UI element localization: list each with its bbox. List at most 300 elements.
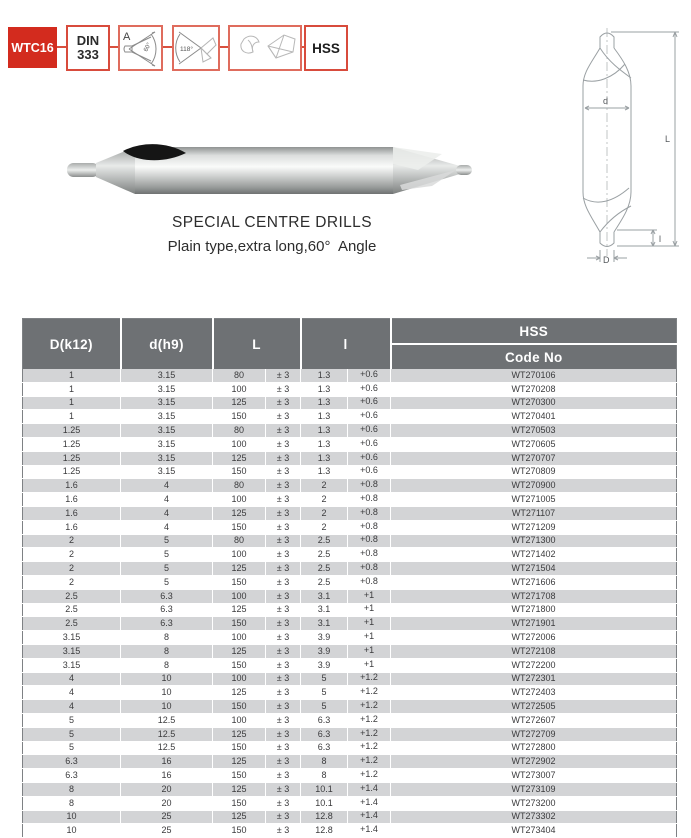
l-value: 3.1 [301, 617, 348, 631]
L-tolerance: ± 3 [266, 644, 301, 658]
material-label: HSS [312, 40, 340, 56]
l-value: 2.5 [301, 575, 348, 589]
code-no: WT273007 [391, 769, 677, 783]
code-no: WT273404 [391, 824, 677, 838]
d-h9-value: 5 [121, 548, 213, 562]
L-value: 80 [213, 479, 266, 493]
spec-table-container [22, 318, 676, 838]
l-value: 12.8 [301, 824, 348, 838]
l-tolerance: +1 [348, 603, 391, 617]
d-k12-value: 1.25 [23, 451, 121, 465]
table-row [23, 493, 677, 507]
table-row [23, 520, 677, 534]
d-h9-value: 12.5 [121, 741, 213, 755]
L-tolerance: ± 3 [266, 658, 301, 672]
table-row [23, 700, 677, 714]
code-no: WT272607 [391, 713, 677, 727]
l-tolerance: +1 [348, 658, 391, 672]
L-value: 150 [213, 769, 266, 783]
table-row [23, 810, 677, 824]
d-k12-value: 1.6 [23, 506, 121, 520]
table-row [23, 424, 677, 438]
d-k12-value: 8 [23, 782, 121, 796]
d-h9-value: 8 [121, 658, 213, 672]
l-tolerance: +1.4 [348, 824, 391, 838]
L-tolerance: ± 3 [266, 741, 301, 755]
L-value: 80 [213, 534, 266, 548]
code-no: WT272200 [391, 658, 677, 672]
L-value: 100 [213, 382, 266, 396]
d-k12-value: 2.5 [23, 603, 121, 617]
l-tolerance: +1.2 [348, 741, 391, 755]
d-k12-value: 10 [23, 810, 121, 824]
dim-label-d: d [603, 96, 609, 106]
l-tolerance: +0.8 [348, 506, 391, 520]
l-value: 3.9 [301, 658, 348, 672]
d-h9-value: 5 [121, 534, 213, 548]
d-h9-value: 8 [121, 644, 213, 658]
d-h9-value: 20 [121, 782, 213, 796]
L-tolerance: ± 3 [266, 520, 301, 534]
d-h9-value: 10 [121, 672, 213, 686]
l-tolerance: +1.2 [348, 755, 391, 769]
table-row [23, 410, 677, 424]
flute-form-badge [228, 25, 302, 71]
d-k12-value: 4 [23, 672, 121, 686]
svg-text:118°: 118° [180, 46, 193, 53]
d-k12-value: 2 [23, 562, 121, 576]
L-value: 150 [213, 824, 266, 838]
l-tolerance: +1.4 [348, 810, 391, 824]
l-tolerance: +1.2 [348, 686, 391, 700]
code-no: WT270707 [391, 451, 677, 465]
L-value: 100 [213, 631, 266, 645]
L-tolerance: ± 3 [266, 769, 301, 783]
table-row [23, 534, 677, 548]
code-no: WT272800 [391, 741, 677, 755]
L-value: 125 [213, 686, 266, 700]
L-value: 150 [213, 575, 266, 589]
L-value: 100 [213, 493, 266, 507]
l-value: 1.3 [301, 424, 348, 438]
L-tolerance: ± 3 [266, 382, 301, 396]
L-tolerance: ± 3 [266, 603, 301, 617]
l-value: 12.8 [301, 810, 348, 824]
d-h9-value: 4 [121, 479, 213, 493]
code-no: WT270900 [391, 479, 677, 493]
brand-label: WTC16 [11, 40, 54, 55]
L-tolerance: ± 3 [266, 796, 301, 810]
table-row [23, 824, 677, 838]
centre-drill-photo [28, 133, 483, 209]
din-label-line2: 333 [77, 47, 99, 62]
table-row [23, 658, 677, 672]
d-h9-value: 8 [121, 631, 213, 645]
code-no: WT272006 [391, 631, 677, 645]
code-no: WT272902 [391, 755, 677, 769]
L-tolerance: ± 3 [266, 575, 301, 589]
flute-section-icon [230, 27, 300, 69]
col-header-L: L [213, 319, 301, 370]
brand-badge [8, 27, 57, 68]
l-tolerance: +1 [348, 617, 391, 631]
l-value: 1.3 [301, 465, 348, 479]
table-row [23, 644, 677, 658]
dimension-drawing [545, 20, 691, 264]
table-row [23, 782, 677, 796]
l-value: 10.1 [301, 782, 348, 796]
col-header-code: Code No [391, 344, 677, 369]
L-value: 125 [213, 810, 266, 824]
l-tolerance: +1.2 [348, 769, 391, 783]
d-k12-value: 5 [23, 741, 121, 755]
L-value: 150 [213, 741, 266, 755]
d-h9-value: 5 [121, 562, 213, 576]
l-tolerance: +0.8 [348, 562, 391, 576]
L-value: 125 [213, 562, 266, 576]
title-block [37, 214, 507, 255]
profile-angle-badge [118, 25, 163, 71]
l-value: 2.5 [301, 548, 348, 562]
d-h9-value: 3.15 [121, 369, 213, 382]
code-no: WT271209 [391, 520, 677, 534]
L-value: 150 [213, 796, 266, 810]
l-tolerance: +1.2 [348, 672, 391, 686]
table-row [23, 631, 677, 645]
centre-drill-profile-icon [120, 27, 161, 69]
l-value: 8 [301, 755, 348, 769]
d-k12-value: 3.15 [23, 644, 121, 658]
table-row [23, 548, 677, 562]
l-value: 6.3 [301, 727, 348, 741]
table-row [23, 713, 677, 727]
d-k12-value: 3.15 [23, 631, 121, 645]
l-value: 6.3 [301, 741, 348, 755]
d-h9-value: 25 [121, 810, 213, 824]
d-k12-value: 1.6 [23, 493, 121, 507]
d-k12-value: 1.25 [23, 437, 121, 451]
code-no: WT272709 [391, 727, 677, 741]
L-value: 80 [213, 369, 266, 382]
L-value: 125 [213, 451, 266, 465]
l-value: 1.3 [301, 382, 348, 396]
l-tolerance: +0.8 [348, 534, 391, 548]
L-tolerance: ± 3 [266, 810, 301, 824]
L-value: 125 [213, 506, 266, 520]
table-row [23, 562, 677, 576]
col-header-D: D(k12) [23, 319, 121, 370]
L-tolerance: ± 3 [266, 727, 301, 741]
L-tolerance: ± 3 [266, 713, 301, 727]
L-value: 100 [213, 548, 266, 562]
L-value: 150 [213, 465, 266, 479]
code-no: WT270401 [391, 410, 677, 424]
L-value: 125 [213, 782, 266, 796]
din-label-line1: DIN [76, 32, 100, 48]
d-k12-value: 6.3 [23, 769, 121, 783]
l-tolerance: +1.4 [348, 782, 391, 796]
material-badge [304, 25, 348, 71]
point-angle-badge [172, 25, 220, 71]
l-tolerance: +1.4 [348, 796, 391, 810]
d-k12-value: 2 [23, 548, 121, 562]
d-k12-value: 3.15 [23, 658, 121, 672]
L-tolerance: ± 3 [266, 410, 301, 424]
code-no: WT271402 [391, 548, 677, 562]
code-no: WT273109 [391, 782, 677, 796]
L-tolerance: ± 3 [266, 562, 301, 576]
L-tolerance: ± 3 [266, 824, 301, 838]
l-value: 3.9 [301, 631, 348, 645]
table-row [23, 603, 677, 617]
code-no: WT272301 [391, 672, 677, 686]
d-k12-value: 2.5 [23, 589, 121, 603]
table-row [23, 727, 677, 741]
d-k12-value: 2 [23, 534, 121, 548]
code-no: WT271005 [391, 493, 677, 507]
d-k12-value: 1 [23, 396, 121, 410]
d-k12-value: 4 [23, 700, 121, 714]
d-h9-value: 25 [121, 824, 213, 838]
l-tolerance: +0.6 [348, 437, 391, 451]
code-no: WT271606 [391, 575, 677, 589]
L-tolerance: ± 3 [266, 700, 301, 714]
table-row [23, 575, 677, 589]
L-tolerance: ± 3 [266, 589, 301, 603]
dim-label-l: l [659, 234, 661, 244]
dim-label-D: D [603, 255, 610, 265]
L-tolerance: ± 3 [266, 424, 301, 438]
table-row [23, 755, 677, 769]
l-value: 6.3 [301, 713, 348, 727]
l-tolerance: +0.8 [348, 520, 391, 534]
d-h9-value: 3.15 [121, 424, 213, 438]
l-value: 2 [301, 506, 348, 520]
L-tolerance: ± 3 [266, 686, 301, 700]
L-value: 125 [213, 644, 266, 658]
d-h9-value: 16 [121, 755, 213, 769]
l-tolerance: +1 [348, 589, 391, 603]
L-tolerance: ± 3 [266, 672, 301, 686]
l-value: 1.3 [301, 396, 348, 410]
d-k12-value: 1.6 [23, 520, 121, 534]
L-value: 100 [213, 672, 266, 686]
L-tolerance: ± 3 [266, 479, 301, 493]
code-no: WT270106 [391, 369, 677, 382]
d-k12-value: 1 [23, 382, 121, 396]
d-h9-value: 3.15 [121, 382, 213, 396]
d-k12-value: 8 [23, 796, 121, 810]
code-no: WT272403 [391, 686, 677, 700]
d-h9-value: 4 [121, 506, 213, 520]
d-k12-value: 4 [23, 686, 121, 700]
d-k12-value: 1.25 [23, 465, 121, 479]
d-h9-value: 3.15 [121, 396, 213, 410]
L-value: 100 [213, 713, 266, 727]
l-tolerance: +0.6 [348, 382, 391, 396]
l-tolerance: +1.2 [348, 713, 391, 727]
d-h9-value: 3.15 [121, 465, 213, 479]
svg-text:A: A [123, 31, 131, 43]
code-no: WT270208 [391, 382, 677, 396]
d-k12-value: 1.25 [23, 424, 121, 438]
code-no: WT271107 [391, 506, 677, 520]
L-value: 100 [213, 589, 266, 603]
code-no: WT271901 [391, 617, 677, 631]
l-tolerance: +0.6 [348, 451, 391, 465]
d-k12-value: 1.6 [23, 479, 121, 493]
l-tolerance: +1.2 [348, 700, 391, 714]
table-row [23, 796, 677, 810]
spec-table [22, 318, 677, 838]
l-value: 2.5 [301, 534, 348, 548]
L-tolerance: ± 3 [266, 506, 301, 520]
code-no: WT272505 [391, 700, 677, 714]
L-value: 150 [213, 520, 266, 534]
L-value: 125 [213, 396, 266, 410]
d-k12-value: 2.5 [23, 617, 121, 631]
point-angle-icon [174, 27, 218, 69]
L-value: 125 [213, 603, 266, 617]
l-tolerance: +0.8 [348, 479, 391, 493]
L-tolerance: ± 3 [266, 396, 301, 410]
col-header-l: l [301, 319, 391, 370]
L-tolerance: ± 3 [266, 548, 301, 562]
l-tolerance: +0.6 [348, 410, 391, 424]
table-row [23, 382, 677, 396]
d-k12-value: 5 [23, 727, 121, 741]
d-h9-value: 3.15 [121, 437, 213, 451]
table-row [23, 451, 677, 465]
col-header-hss: HSS [391, 319, 677, 345]
l-tolerance: +1 [348, 631, 391, 645]
spec-table-body [23, 369, 677, 838]
l-tolerance: +0.8 [348, 493, 391, 507]
d-k12-value: 1 [23, 410, 121, 424]
d-k12-value: 10 [23, 824, 121, 838]
code-no: WT272108 [391, 644, 677, 658]
code-no: WT271800 [391, 603, 677, 617]
d-k12-value: 1 [23, 369, 121, 382]
l-value: 3.9 [301, 644, 348, 658]
L-value: 80 [213, 424, 266, 438]
l-tolerance: +0.6 [348, 465, 391, 479]
page-subtitle: Plain type,extra long,60° Angle [167, 238, 377, 255]
l-tolerance: +0.6 [348, 424, 391, 438]
L-value: 150 [213, 700, 266, 714]
d-h9-value: 4 [121, 520, 213, 534]
code-no: WT273200 [391, 796, 677, 810]
L-tolerance: ± 3 [266, 451, 301, 465]
L-value: 125 [213, 755, 266, 769]
L-tolerance: ± 3 [266, 534, 301, 548]
code-no: WT270605 [391, 437, 677, 451]
l-value: 5 [301, 686, 348, 700]
l-value: 10.1 [301, 796, 348, 810]
table-row [23, 369, 677, 382]
code-no: WT273302 [391, 810, 677, 824]
l-value: 5 [301, 700, 348, 714]
l-tolerance: +1 [348, 644, 391, 658]
code-no: WT271504 [391, 562, 677, 576]
code-no: WT270300 [391, 396, 677, 410]
table-row [23, 506, 677, 520]
d-h9-value: 12.5 [121, 727, 213, 741]
L-tolerance: ± 3 [266, 369, 301, 382]
l-value: 2.5 [301, 562, 348, 576]
d-k12-value: 5 [23, 713, 121, 727]
l-value: 1.3 [301, 451, 348, 465]
L-value: 100 [213, 437, 266, 451]
table-row [23, 465, 677, 479]
d-h9-value: 12.5 [121, 713, 213, 727]
L-tolerance: ± 3 [266, 437, 301, 451]
l-value: 8 [301, 769, 348, 783]
L-value: 125 [213, 727, 266, 741]
table-row [23, 437, 677, 451]
l-tolerance: +0.6 [348, 396, 391, 410]
d-h9-value: 10 [121, 700, 213, 714]
l-value: 1.3 [301, 369, 348, 382]
d-h9-value: 6.3 [121, 603, 213, 617]
l-value: 5 [301, 672, 348, 686]
d-h9-value: 3.15 [121, 410, 213, 424]
code-no: WT270503 [391, 424, 677, 438]
L-tolerance: ± 3 [266, 782, 301, 796]
d-h9-value: 3.15 [121, 451, 213, 465]
l-tolerance: +1.2 [348, 727, 391, 741]
l-value: 2 [301, 493, 348, 507]
code-no: WT271300 [391, 534, 677, 548]
table-row [23, 672, 677, 686]
din-standard-badge [66, 25, 110, 71]
d-k12-value: 6.3 [23, 755, 121, 769]
d-h9-value: 6.3 [121, 617, 213, 631]
d-h9-value: 5 [121, 575, 213, 589]
col-header-d: d(h9) [121, 319, 213, 370]
table-row [23, 769, 677, 783]
L-tolerance: ± 3 [266, 493, 301, 507]
d-h9-value: 6.3 [121, 589, 213, 603]
l-tolerance: +0.8 [348, 575, 391, 589]
dim-label-L: L [665, 134, 671, 144]
d-h9-value: 10 [121, 686, 213, 700]
l-value: 1.3 [301, 437, 348, 451]
table-row [23, 617, 677, 631]
l-value: 3.1 [301, 603, 348, 617]
table-row [23, 686, 677, 700]
L-tolerance: ± 3 [266, 755, 301, 769]
code-no: WT271708 [391, 589, 677, 603]
table-row [23, 741, 677, 755]
l-value: 1.3 [301, 410, 348, 424]
table-row [23, 479, 677, 493]
page-title: SPECIAL CENTRE DRILLS [172, 214, 372, 231]
L-tolerance: ± 3 [266, 617, 301, 631]
code-no: WT270809 [391, 465, 677, 479]
L-tolerance: ± 3 [266, 465, 301, 479]
svg-text:60°: 60° [143, 42, 153, 53]
l-value: 3.1 [301, 589, 348, 603]
L-value: 150 [213, 410, 266, 424]
d-h9-value: 20 [121, 796, 213, 810]
L-value: 150 [213, 658, 266, 672]
d-h9-value: 16 [121, 769, 213, 783]
L-value: 150 [213, 617, 266, 631]
d-h9-value: 4 [121, 493, 213, 507]
l-value: 2 [301, 479, 348, 493]
l-value: 2 [301, 520, 348, 534]
